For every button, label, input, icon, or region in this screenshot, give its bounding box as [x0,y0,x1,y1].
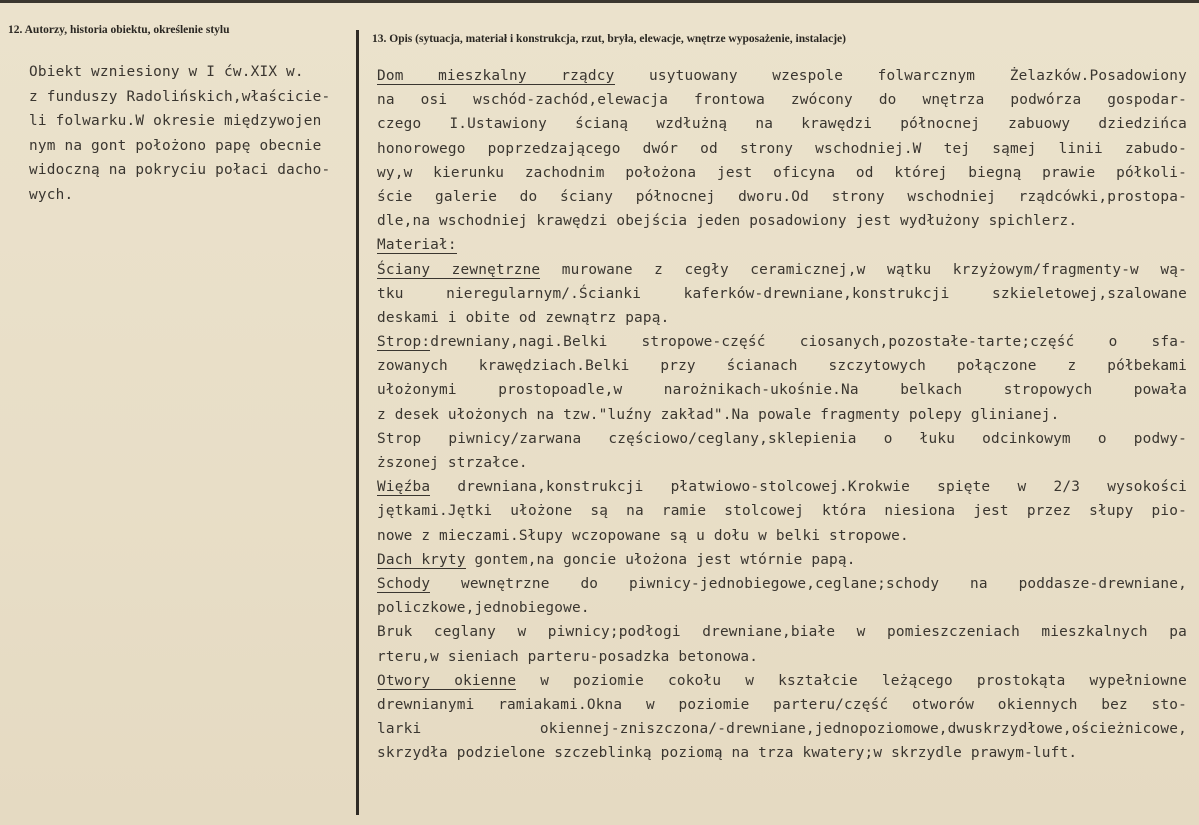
typed-line [377,209,1187,233]
line-text: larki okiennej-zniszczona/-drewniane,jednopoziomowe,dwuskrzydłowe,ościeżnicowe, [377,721,1187,738]
line-text: Strop piwnicy/zarwana częściowo/ceglany,sklepienia o łuku odcinkowym o podwy- [377,430,1187,447]
line-text: z desek ułożonych na tzw."luźny zakład".Na powale fragmenty polepy glinianej. [377,406,1060,423]
typed-line: wych. [29,186,74,203]
section-13-text [377,64,1187,765]
section-12-heading: 12. Autorzy, historia obiektu, określenie stylu [8,24,230,36]
line-text: murowane z cegły ceramicznej,w wątku krzyżowym/fragmenty-w wą- [540,261,1187,278]
line-text: drewniany,nagi.Belki stropowe-część ciosanych,pozostałe-tarte;część o sfa- [430,334,1187,351]
line-text: wy,w kierunku zachodnim położona jest oficyna od której biegną prawie półkoli- [377,164,1187,181]
typed-line: li folwarku.W okresie międzywojen [29,113,322,129]
line-text: ższonej strzałce. [377,455,528,471]
typed-line [377,64,1187,88]
typed-line [377,258,1187,282]
typed-line [377,330,1187,354]
line-text: deskami i obite od zewnątrz papą. [377,309,670,326]
typed-line [377,548,1187,572]
underlined-heading-word: Dom mieszkalny rządcy [377,68,615,84]
typed-line [377,499,1187,523]
typed-line [377,596,1187,620]
typed-line [377,403,1187,427]
line-text: skrzydła podzielone szczeblinką poziomą na trza kwatery;w skrzydle prawym-luft. [377,745,1078,762]
line-text: drewniana,konstrukcji płatwiowo-stolcowej.Krokwie spięte w 2/3 wysokości [430,479,1187,496]
section-13-heading: 13. Opis (sytuacja, materiał i konstrukcja, rzut, bryła, elewacje, wnętrze wyposażenie, instalacje) [372,33,846,45]
typed-line [377,524,1187,548]
line-text: policzkowe,jednobiegowe. [377,600,590,617]
typed-line [377,137,1187,161]
typed-line [377,161,1187,185]
typed-line [377,451,1187,475]
typed-line [377,88,1187,112]
line-text: ułożonymi prostopoadle,w narożnikach-ukośnie.Na belkach stropowych powała [377,382,1187,399]
line-text: wewnętrzne do piwnicy-jednobiegowe,ceglane;schody na poddasze-drewniane, [430,575,1187,592]
typed-line [377,354,1187,378]
underlined-heading-word: Materiał: [377,237,457,254]
typed-line [377,475,1187,499]
section-12-text [29,60,354,207]
underlined-heading-word: Schody [377,575,431,592]
typed-line [377,717,1187,741]
typed-line [377,306,1187,330]
line-text: nowe z mieczami.Słupy wczopowane są u dołu w belki stropowe. [377,527,909,544]
column-divider [356,30,359,815]
typed-line [377,693,1187,717]
underlined-heading-word: Otwory okienne [377,672,517,689]
typed-line [377,645,1187,669]
typed-line: nym na gont położono papę obecnie [29,137,322,154]
typed-line [377,112,1187,136]
underlined-heading-word: Ściany zewnętrzne [377,261,541,278]
typed-line [377,185,1187,209]
underlined-heading-word: Dach kryty [377,551,466,568]
line-text: zowanych krawędziach.Belki przy ścianach szczytowych połączone z półbekami [377,358,1187,375]
underlined-heading-word: Więźba [377,479,431,496]
typed-line [377,282,1187,306]
line-text: na osi wschód-zachód,elewacja frontowa zwócony do wnętrza podwórza gospodar- [377,92,1187,109]
line-text: usytuowany wzespole folwarcznym Żelazków.Posadowiony [614,68,1187,84]
line-text: ście galerie do ściany północnej dworu.Od strony wschodniej rządcówki,prostopa- [377,188,1187,205]
typed-line [377,620,1187,644]
typed-line: z funduszy Radolińskich,właścicie- [29,88,331,105]
line-text: dle,na wschodniej krawędzi obejścia jeden posadowiony jest wydłużony spichlerz. [377,213,1078,230]
underlined-heading-word: Strop: [377,334,431,351]
typed-line [377,427,1187,451]
typed-line: Obiekt wzniesiony w I ćw.XIX w. [29,64,304,80]
typed-line [377,233,1187,257]
typed-line [377,669,1187,693]
typed-line [377,572,1187,596]
line-text: Bruk ceglany w piwnicy;podłogi drewniane,białe w pomieszczeniach mieszkalnych pa [377,624,1187,641]
line-text: gontem,na goncie ułożona jest wtórnie papą. [465,551,856,568]
line-text: honorowego poprzedzającego dwór od strony wschodniej.W tej sąmej linii zabudo- [377,140,1187,157]
top-border-rule [0,0,1199,3]
line-text: jętkami.Jętki ułożone są na ramie stolcowej która niesiona jest przez słupy pio- [377,503,1187,520]
typed-line: widoczną na pokryciu połaci dacho- [29,162,331,178]
typed-line [377,378,1187,402]
typed-line [377,741,1187,765]
line-text: czego I.Ustawiony ścianą wzdłużną na krawędzi północnej zabuowy dziedzińca [377,116,1187,133]
line-text: drewnianymi ramiakami.Okna w poziomie parteru/część otworów okiennych bez sto- [377,696,1187,713]
line-text: w poziomie cokołu w kształcie leżącego prostokąta wypełniowne [516,672,1187,689]
line-text: rteru,w sieniach parteru-posadzka betonowa. [377,648,759,665]
line-text: tku nieregularnym/.Ścianki kaferków-drewniane,konstrukcji szkieletowej,szalowane [377,285,1187,302]
